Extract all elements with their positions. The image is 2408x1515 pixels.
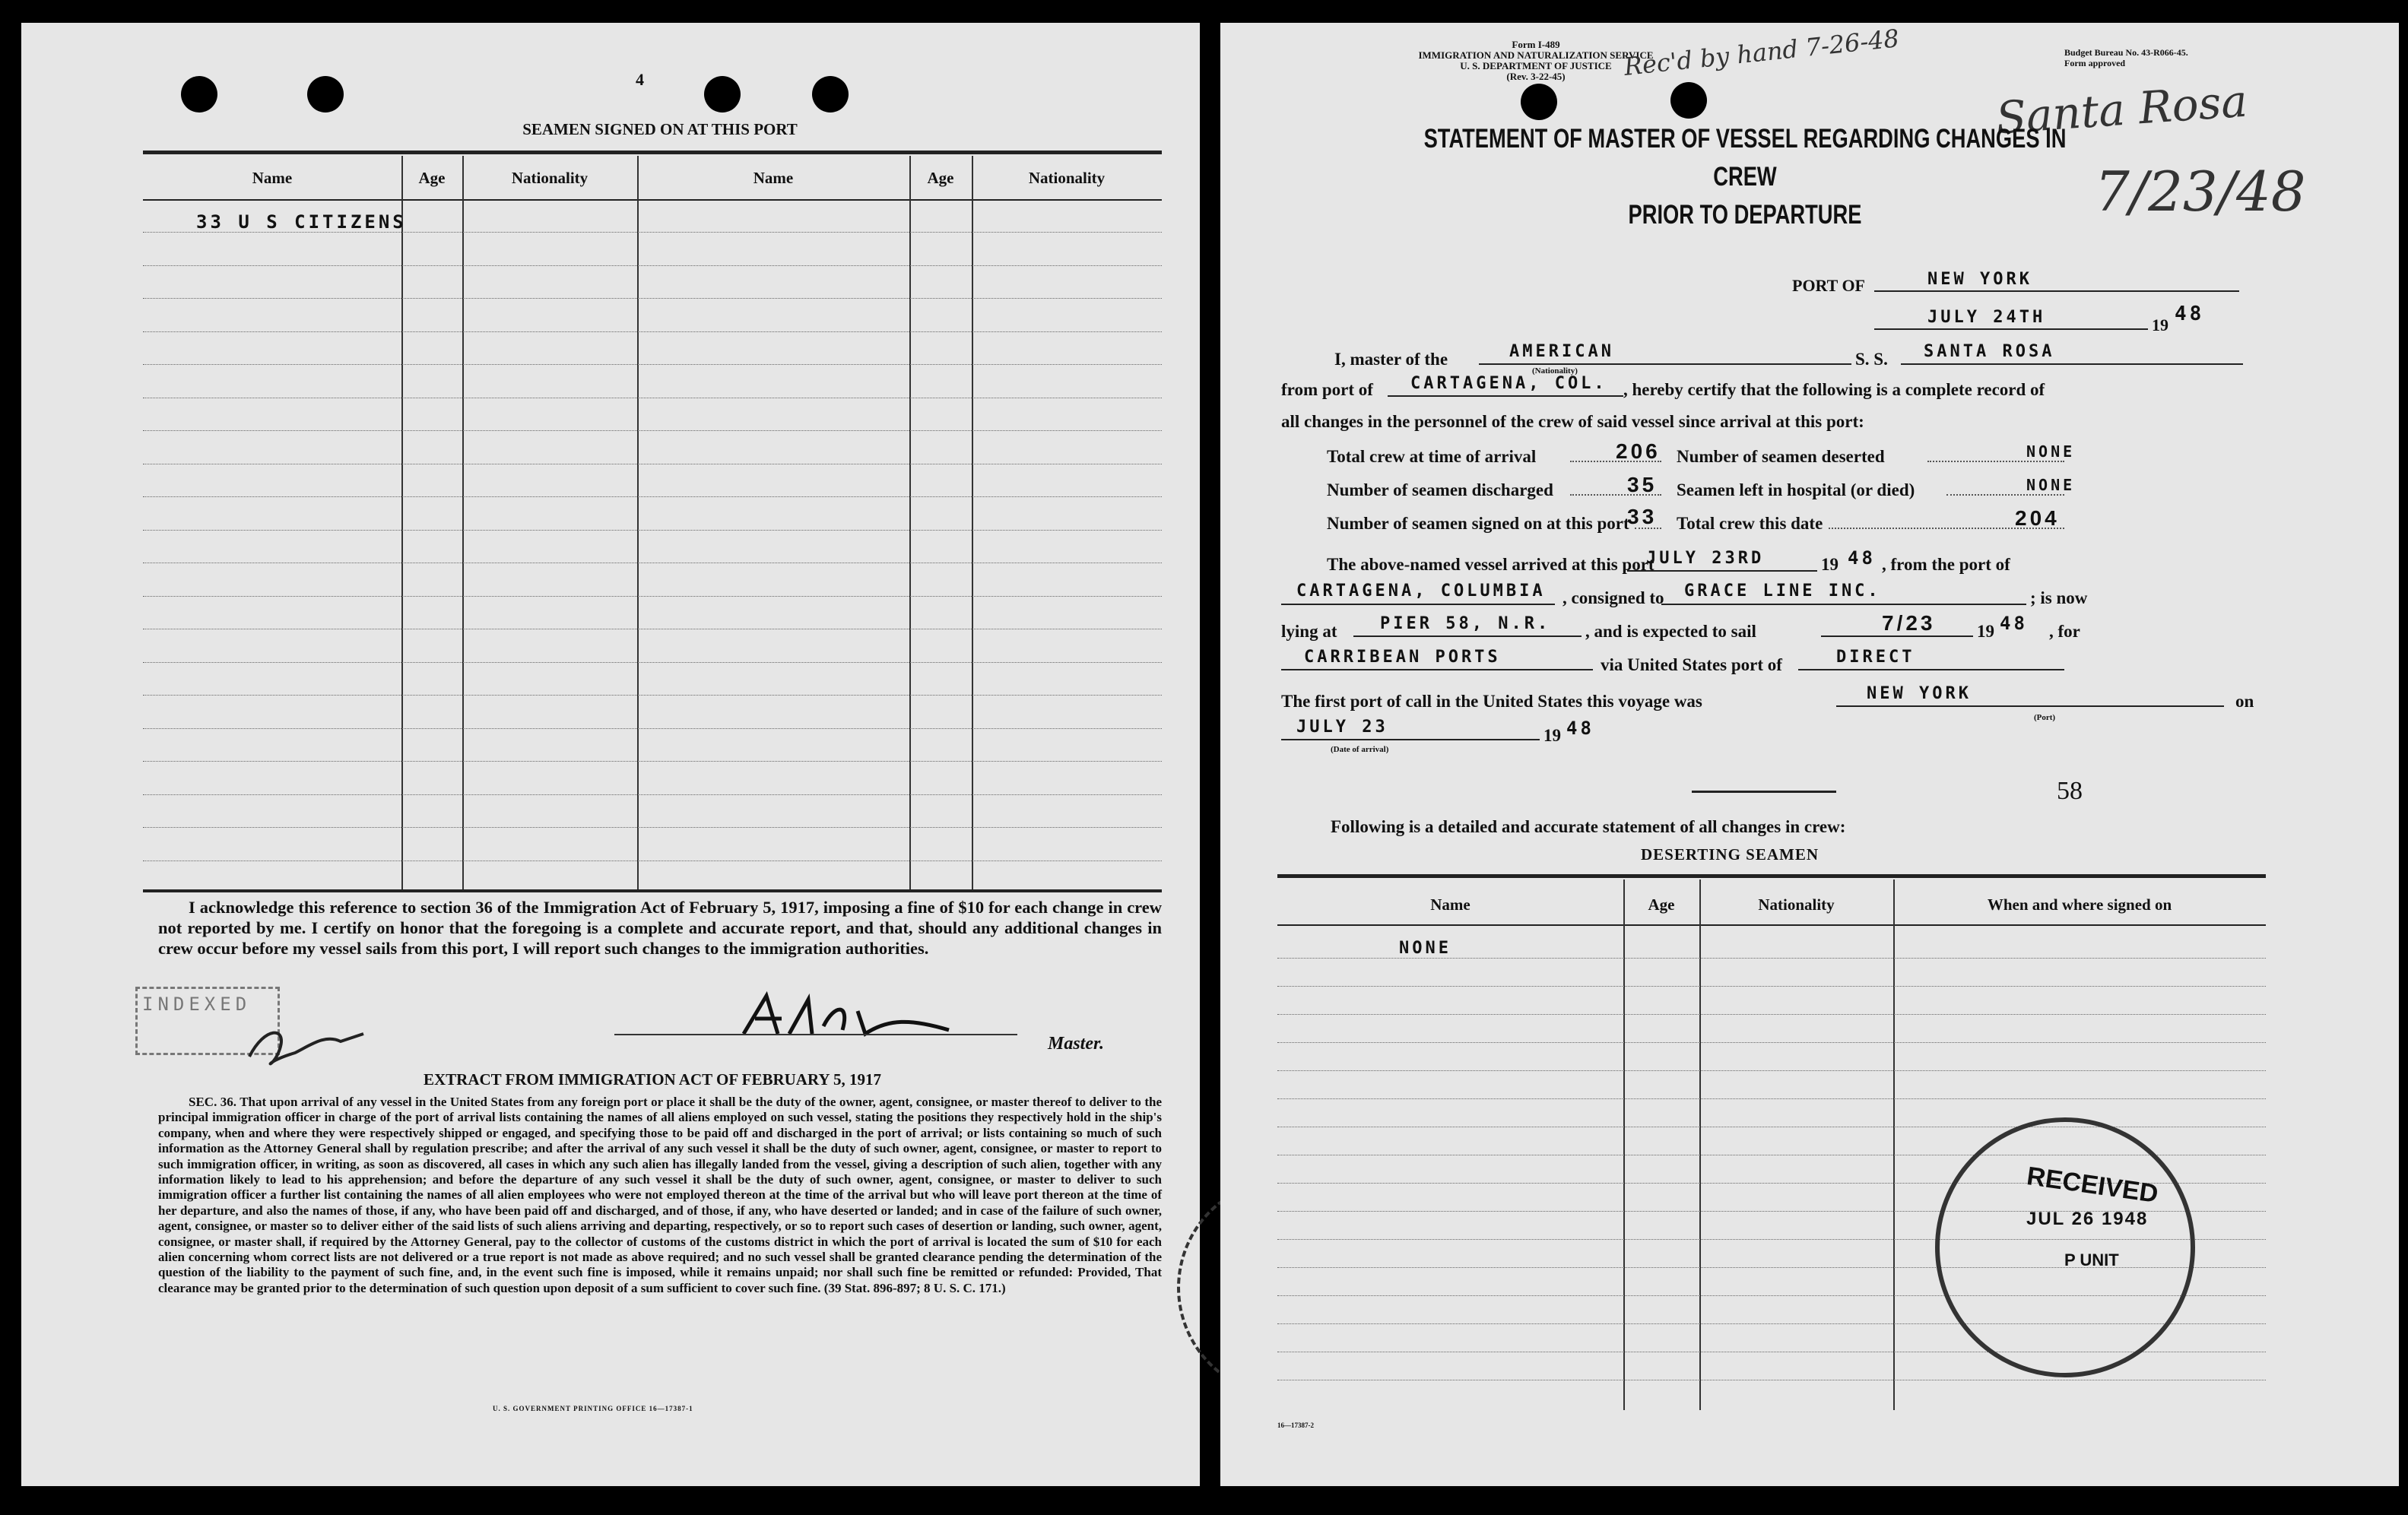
table-top-rule [143, 151, 1162, 154]
port-caption: (Port) [2034, 713, 2056, 722]
date-of-arrival-caption: (Date of arrival) [1331, 745, 1389, 754]
discharged: 35 [1627, 473, 1658, 496]
deserting-row-rule [1277, 1014, 2266, 1015]
punch-hole [1521, 84, 1557, 120]
handwritten-ship-name: Santa Rosa [1994, 74, 2249, 144]
table-row-rule [143, 496, 1162, 497]
first-port-label: The first port of call in the United States this voyage was [1281, 692, 1702, 711]
arrived-year-prefix: 19 [1821, 555, 1839, 574]
des-col-nationality: Nationality [1758, 895, 1835, 914]
form-header: Form I-489 IMMIGRATION AND NATURALIZATION SERVICE U. S. DEPARTMENT OF JUSTICE (Rev. 3-22-45) [1418, 39, 1654, 82]
table-row-rule [143, 430, 1162, 431]
col-age: Age [418, 169, 446, 187]
origin-port: CARTAGENA, COLUMBIA [1296, 582, 1546, 601]
port-of-label: PORT OF [1792, 276, 1865, 295]
extract-title: EXTRACT FROM IMMIGRATION ACT OF FEBRUARY 5, 1917 [423, 1070, 882, 1089]
received-stamp [1935, 1117, 2195, 1377]
deserting-row-rule [1277, 986, 2266, 987]
punch-hole [307, 76, 344, 113]
deserting-entry: NONE [1399, 939, 1451, 958]
stamp-unit: P UNIT [2064, 1250, 2119, 1269]
punch-hole [1670, 82, 1707, 119]
master-label: Master. [1048, 1034, 1105, 1054]
des-col-signed-on: When and where signed on [1987, 895, 2172, 914]
des-col-age: Age [1648, 895, 1675, 914]
stamp-received-text: RECEIVED [2025, 1162, 2160, 1209]
via-label: via United States port of [1601, 655, 1782, 674]
right-page [1220, 23, 2399, 1486]
sail-year: 48 [2000, 613, 2028, 634]
stamp-date: JUL 26 1948 [2026, 1209, 2149, 1229]
table-row-rule [143, 794, 1162, 795]
from-port-value: CARTAGENA, COL. [1410, 374, 1607, 393]
des-col-name: Name [1430, 895, 1470, 914]
indexed-stamp: INDEXED [135, 987, 280, 1055]
arrival-date: JULY 23 [1296, 718, 1388, 737]
nationality-value: AMERICAN [1509, 342, 1614, 361]
sail-date: 7/23 [1882, 611, 1936, 635]
certify-text: , hereby certify that the following is a complete record of [1623, 380, 2045, 399]
via-port: DIRECT [1836, 648, 1915, 667]
page-number: 4 [636, 70, 644, 89]
date-value: JULY 24TH [1927, 308, 2046, 327]
col-nationality-2: Nationality [1028, 169, 1106, 187]
table-row-rule [143, 364, 1162, 365]
deserting-row-rule [1277, 1070, 2266, 1071]
hospital-label: Seamen left in hospital (or died) [1677, 480, 1915, 499]
initials-signature [234, 1011, 386, 1072]
deserting-title: DESERTING SEAMEN [1640, 845, 1819, 864]
punch-hole [704, 76, 741, 113]
deserting-row-rule [1277, 1042, 2266, 1043]
table-header-rule [143, 199, 1162, 201]
signed-on-label: Number of seamen signed on at this port [1327, 514, 1629, 533]
nationality-caption: (Nationality) [1532, 366, 1578, 376]
first-port: NEW YORK [1867, 684, 1972, 703]
total-crew-arrival: 206 [1616, 439, 1661, 463]
table-row-rule [143, 728, 1162, 729]
arrived-year: 48 [1848, 547, 1876, 569]
handwritten-date: 7/23/48 [2095, 160, 2306, 223]
sail-year-prefix: 19 [1977, 622, 1994, 641]
hospital: NONE [2026, 476, 2076, 494]
left-page [21, 23, 1200, 1486]
ss-label: S. S. [1855, 350, 1888, 369]
table-bottom-rule [143, 889, 1162, 892]
budget-bureau: Budget Bureau No. 43-R066-45. Form approved [2064, 47, 2188, 68]
page-title: SEAMEN SIGNED ON AT THIS PORT [522, 120, 798, 138]
destination: CARRIBEAN PORTS [1304, 648, 1501, 667]
ship-name: SANTA ROSA [1924, 342, 2055, 361]
table-row-rule [143, 695, 1162, 696]
table-row-rule [143, 662, 1162, 663]
table-row-rule [143, 761, 1162, 762]
form-title: STATEMENT OF MASTER OF VESSEL REGARDING CHANGES IN CREW PRIOR TO DEPARTURE [1423, 124, 2067, 230]
col-name: Name [252, 169, 293, 187]
from-port-of-label: , from the port of [1882, 555, 2010, 574]
deserting-row-rule [1277, 958, 2266, 959]
arrival-year-prefix: 19 [1543, 726, 1561, 745]
year-value: 48 [2175, 303, 2205, 325]
table-row-rule [143, 827, 1162, 828]
table-row-rule [143, 331, 1162, 332]
total-crew-arrival-label: Total crew at time of arrival [1327, 447, 1537, 466]
port-of-value: NEW YORK [1927, 270, 2032, 289]
table-row-rule [143, 596, 1162, 597]
table-row-rule [143, 298, 1162, 299]
handwritten-received-note: Rec'd by hand 7-26-48 [1623, 24, 1901, 81]
signed-on: 33 [1627, 505, 1658, 528]
arrived-label: The above-named vessel arrived at this port [1327, 555, 1655, 574]
page-count-58: 58 [2057, 777, 2083, 805]
printing-office: U. S. GOVERNMENT PRINTING OFFICE 16—17387-1 [493, 1405, 693, 1412]
changes-text: all changes in the personnel of the crew of said vessel since arrival at this port: [1281, 412, 1864, 431]
discharged-label: Number of seamen discharged [1327, 480, 1553, 499]
for-label: , for [2049, 622, 2080, 641]
pier: PIER 58, N.R. [1380, 614, 1551, 633]
master-of-label: I, master of the [1334, 350, 1448, 369]
total-crew-now: 204 [2015, 506, 2060, 530]
deserting-row-rule [1277, 1098, 2266, 1099]
table-row-rule [143, 232, 1162, 233]
extract-text: SEC. 36. That upon arrival of any vessel in the United States from any foreign port or place it shall be the duty of the owner, agent, consignee, or master thereof to deliver to the principal immigration officer in charge of the port of arrival lists containing the names of all aliens employed on such vessel, stating the positions they respectively hold in the ship's company, when and where they were respectively shipped or engaged, and specifying those to be paid off and discharged in the port of arrival; or lists containing so much of such information as the Attorney General shall by regulation prescribe; and after the arrival of any such vessel it shall be the duty of such owner, agent, consignee, or master to report to such immigration officer, in writing, as soon as discovered, all cases in which any such alien has illegally landed from the vessel, giving a description of such alien, together with any information likely to lead to his apprehension; and before the departure of any such vessel it shall be the duty of such owner, agent, consignee, or master to deliver to such immigration officer a further list containing the names of all alien employees who were not employed thereon at the time of the arrival but who will leave port thereon at the time of her departure, and also the names of those, if any, who have been paid off and discharged, and of those, if any, who have deserted or landed; and in case of the failure of such owner, agent, consignee, or master so to deliver either of the said lists of such aliens arriving and departing, respectively, or so to report such cases of desertion or landing, such owner, agent, consignee, or master shall, if required by the Attorney General, pay to the collector of customs of the customs district in which the port of arrival is located the sum of $10 for each alien concerning whom correct lists are not delivered or a true report is not made as above required; and no such vessel shall be granted clearance pending the determination of the question of the liability to the payment of such fine, and, in the event such fine is imposed, while it remains unpaid; nor shall such fine be remitted or refunded: Provided, That clearance may be granted prior to the determination of such question upon deposit of a sum sufficient to cover such fine. (39 Stat. 896-897; 8 U. S. C. 171.) [158, 1095, 1162, 1295]
punch-hole [181, 76, 217, 113]
from-port-label: from port of [1281, 380, 1373, 399]
arrival-year: 48 [1566, 718, 1594, 739]
col-age-2: Age [927, 169, 954, 187]
arrived-date: JULY 23RD [1646, 549, 1765, 568]
deserted: NONE [2026, 442, 2076, 461]
crew-entry: 33 U S CITIZENS [196, 211, 407, 233]
lying-at-label: lying at [1281, 622, 1337, 641]
col-nationality: Nationality [511, 169, 589, 187]
table-row-rule [143, 530, 1162, 531]
consignee: GRACE LINE INC. [1684, 582, 1881, 601]
table-row-rule [143, 265, 1162, 266]
acknowledgement-text: I acknowledge this reference to section 36 of the Immigration Act of February 5, 1917, imposing a fine of $10 for each change in crew not reported by me. I certify on honor that the foregoing is a complete and accurate report, and that, should any additional changes in crew occur before my vessel sails from this port, I will report such changes to the immigration authorities. [158, 898, 1162, 958]
following-text: Following is a detailed and accurate statement of all changes in crew: [1331, 817, 1846, 836]
master-signature [736, 988, 964, 1049]
col-name-2: Name [753, 169, 794, 187]
deserted-label: Number of seamen deserted [1677, 447, 1885, 466]
footer-code: 16—17387-2 [1277, 1422, 1314, 1429]
on-label: on [2235, 692, 2254, 711]
punch-hole [812, 76, 849, 113]
consigned-label: , consigned to [1563, 588, 1664, 607]
expected-label: , and is expected to sail [1585, 622, 1756, 641]
is-now-label: ; is now [2030, 588, 2088, 607]
total-crew-now-label: Total crew this date [1677, 514, 1823, 533]
year-prefix: 19 [2152, 315, 2168, 334]
